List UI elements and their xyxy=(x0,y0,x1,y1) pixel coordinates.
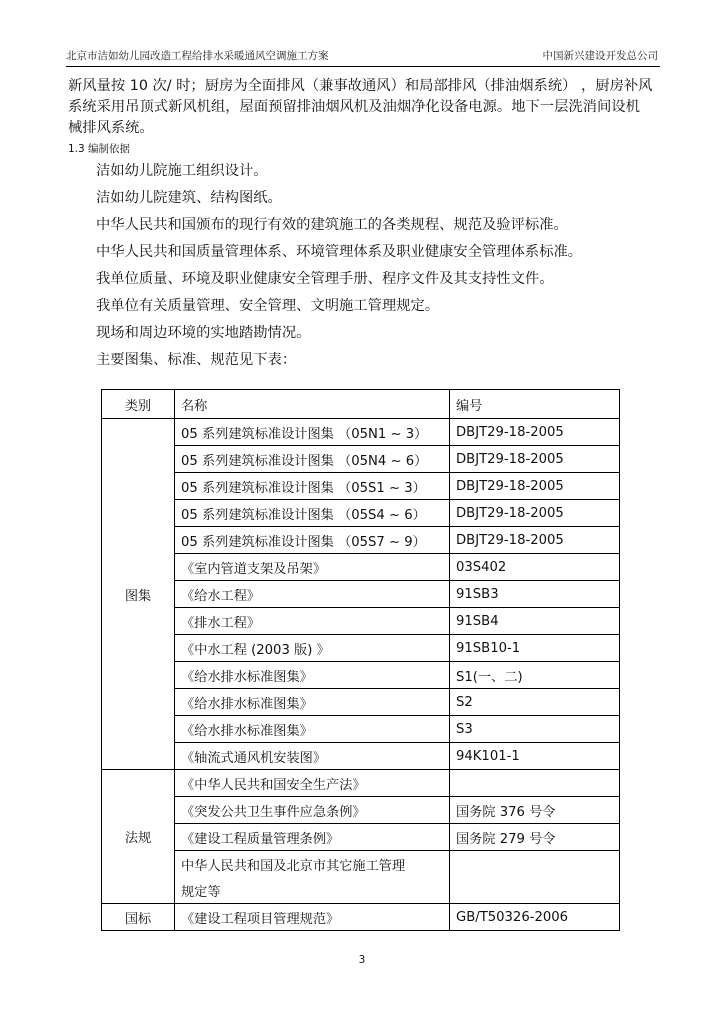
intro-line: 新风量按 10 次/ 时；厨房为全面排风（兼事故通风）和局部排风（排油烟系统） ，厨房补风 xyxy=(68,78,653,94)
section-heading: 1.3 编制依据 xyxy=(68,143,131,155)
name-cell: 《给水排水标准图集》 xyxy=(175,716,450,743)
column-header-name: 名称 xyxy=(175,390,450,419)
table-row xyxy=(102,446,620,473)
code-cell: DBJT29-18-2005 xyxy=(450,527,620,554)
header-company-name: 中国新兴建设开发总公司 xyxy=(542,50,658,62)
basis-item: 中华人民共和国颁布的现行有效的建筑施工的各类规程、规范及验评标准。 xyxy=(96,217,568,233)
basis-item: 洁如幼儿院施工组织设计。 xyxy=(96,163,268,179)
name-cell: 05 系列建筑标准设计图集 （05N4 ~ 6） xyxy=(175,446,450,473)
basis-item: 主要图集、标准、规范见下表： xyxy=(96,352,297,368)
page-header xyxy=(66,48,660,66)
table-row xyxy=(102,635,620,662)
table-header-row xyxy=(102,390,620,419)
name-cell: 《排水工程》 xyxy=(175,608,450,635)
intro-line: 系统采用吊顶式新风机组，屋面预留排油烟风机及油烟净化设备电源。地下一层洗消间设机 xyxy=(68,99,640,115)
column-header-category: 类别 xyxy=(102,390,175,419)
code-cell: 91SB4 xyxy=(450,608,620,635)
header-project-title: 北京市洁如幼儿园改造工程给排水采暖通风空调施工方案 xyxy=(66,50,329,62)
code-cell: S2 xyxy=(450,689,620,716)
name-cell: 05 系列建筑标准设计图集 （05N1 ~ 3） xyxy=(175,419,450,446)
code-cell: 91SB3 xyxy=(450,581,620,608)
name-cell: 《给水工程》 xyxy=(175,581,450,608)
name-cell: 《建设工程质量管理条例》 xyxy=(175,824,450,851)
code-cell: 03S402 xyxy=(450,554,620,581)
table-row xyxy=(102,527,620,554)
name-cell: 05 系列建筑标准设计图集 （05S1 ~ 3） xyxy=(175,473,450,500)
basis-item: 洁如幼儿院建筑、结构图纸。 xyxy=(96,190,282,206)
name-cell: 《轴流式通风机安装图》 xyxy=(175,743,450,770)
code-cell: S1(一、二) xyxy=(450,662,620,689)
code-cell: DBJT29-18-2005 xyxy=(450,473,620,500)
name-cell: 《给水排水标准图集》 xyxy=(175,689,450,716)
code-cell: DBJT29-18-2005 xyxy=(450,419,620,446)
table-row xyxy=(102,662,620,689)
code-cell: GB/T50326-2006 xyxy=(450,904,620,931)
intro-paragraph xyxy=(68,76,660,139)
name-cell: 《中华人民共和国安全生产法》 xyxy=(175,770,450,797)
table-row xyxy=(102,797,620,824)
table-row xyxy=(102,770,620,797)
header-divider xyxy=(66,66,660,67)
standards-table xyxy=(101,389,620,931)
table-row xyxy=(102,716,620,743)
code-cell: DBJT29-18-2005 xyxy=(450,446,620,473)
basis-list xyxy=(96,158,656,374)
table-row xyxy=(102,581,620,608)
table-row xyxy=(102,608,620,635)
name-cell: 《室内管道支架及吊架》 xyxy=(175,554,450,581)
table-row xyxy=(102,743,620,770)
column-header-code: 编号 xyxy=(450,390,620,419)
table-row xyxy=(102,689,620,716)
basis-item: 中华人民共和国质量管理体系、环境管理体系及职业健康安全管理体系标准。 xyxy=(96,244,583,260)
code-cell: S3 xyxy=(450,716,620,743)
category-cell: 图集 xyxy=(102,419,175,770)
code-cell: 国务院 279 号令 xyxy=(450,824,620,851)
table-row xyxy=(102,824,620,851)
basis-item: 现场和周边环境的实地踏勘情况。 xyxy=(96,325,311,341)
name-cell: 《建设工程项目管理规范》 xyxy=(175,904,450,931)
table-row xyxy=(102,473,620,500)
basis-item: 我单位有关质量管理、安全管理、文明施工管理规定。 xyxy=(96,298,440,314)
code-cell: 91SB10-1 xyxy=(450,635,620,662)
name-cell: 中华人民共和国及北京市其它施工管理 xyxy=(175,851,450,878)
table-row xyxy=(102,877,620,904)
code-cell: DBJT29-18-2005 xyxy=(450,500,620,527)
code-cell xyxy=(450,851,620,878)
table-row xyxy=(102,500,620,527)
name-cell: 05 系列建筑标准设计图集 （05S4 ~ 6） xyxy=(175,500,450,527)
code-cell xyxy=(450,877,620,904)
category-cell: 法规 xyxy=(102,770,175,904)
table-row xyxy=(102,904,620,931)
name-cell: 《突发公共卫生事件应急条例》 xyxy=(175,797,450,824)
intro-line: 械排风系统。 xyxy=(68,120,154,136)
category-cell: 国标 xyxy=(102,904,175,931)
code-cell: 国务院 376 号令 xyxy=(450,797,620,824)
name-cell: 《中水工程 (2003 版) 》 xyxy=(175,635,450,662)
code-cell: 94K101-1 xyxy=(450,743,620,770)
code-cell xyxy=(450,770,620,797)
table-row xyxy=(102,554,620,581)
name-cell: 《给水排水标准图集》 xyxy=(175,662,450,689)
table-row xyxy=(102,851,620,878)
name-cell: 规定等 xyxy=(175,877,450,904)
table-row xyxy=(102,419,620,446)
name-cell: 05 系列建筑标准设计图集 （05S7 ~ 9） xyxy=(175,527,450,554)
page-number: 3 xyxy=(358,954,366,966)
basis-item: 我单位质量、环境及职业健康安全管理手册、程序文件及其支持性文件。 xyxy=(96,271,554,287)
